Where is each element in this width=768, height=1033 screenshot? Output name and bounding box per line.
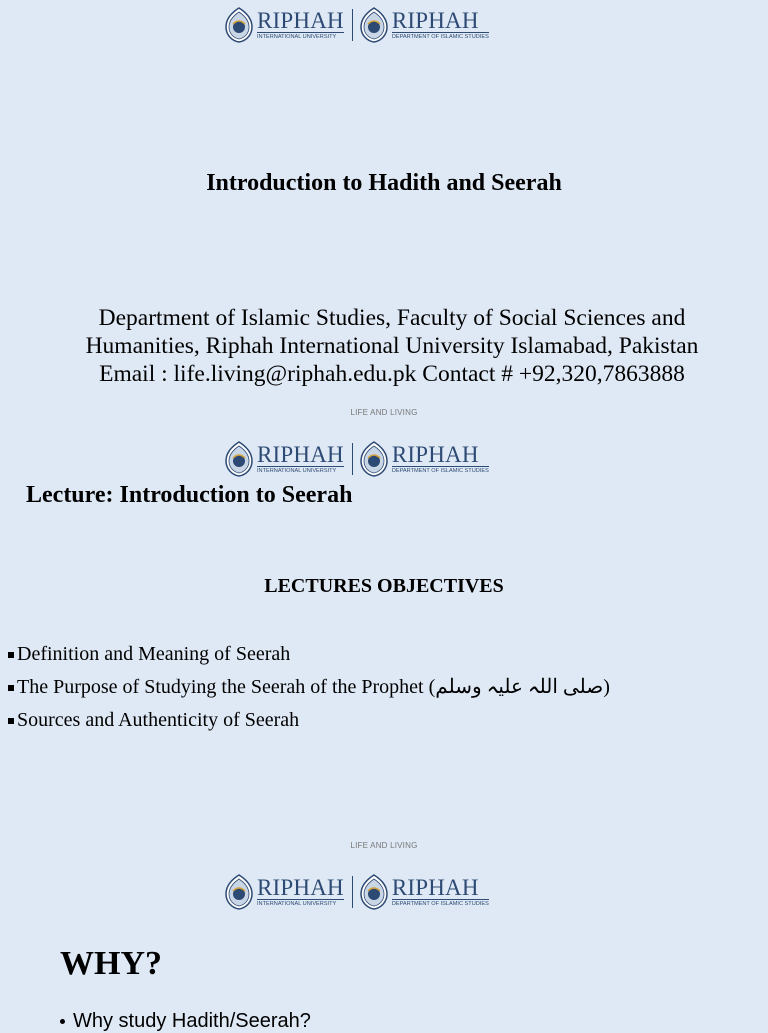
square-bullet-icon	[8, 685, 14, 691]
objective-text: Definition and Meaning of Seerah	[17, 643, 291, 665]
riphah-department-logo	[359, 440, 489, 478]
header-logo-bar	[224, 6, 504, 44]
logo-sub-department: DEPARTMENT OF ISLAMIC STUDIES	[391, 900, 489, 907]
header-logo-bar	[224, 873, 504, 911]
logo-divider	[352, 9, 353, 41]
why-list	[60, 1010, 311, 1033]
logo-brand: RIPHAH	[257, 441, 344, 467]
logo-brand: RIPHAH	[257, 7, 344, 33]
logo-divider	[352, 443, 353, 475]
why-item-text: Why study Hadith/Seerah?	[73, 1010, 311, 1032]
logo-brand: RIPHAH	[391, 441, 479, 467]
slide2-lecture-title: Lecture: Introduction to Seerah	[26, 482, 353, 508]
logo-brand: RIPHAH	[257, 874, 344, 900]
crest-icon	[224, 7, 254, 43]
riphah-university-logo	[224, 440, 344, 478]
slide1-footer: LIFE AND LIVING	[350, 408, 418, 417]
logo-sub-university: INTERNATIONAL UNIVERSITY	[257, 466, 344, 475]
crest-icon	[224, 874, 254, 910]
dept-line-2: Humanities, Riphah International University Islamabad, Pakistan	[85, 333, 699, 359]
square-bullet-icon	[8, 652, 14, 658]
riphah-university-logo	[224, 6, 344, 44]
slide1-department-info	[0, 304, 768, 388]
riphah-university-logo	[224, 873, 344, 911]
objectives-list	[6, 638, 610, 737]
slide2-footer: LIFE AND LIVING	[350, 841, 418, 850]
crest-icon	[359, 7, 389, 43]
bullet-dot-icon	[60, 1019, 65, 1024]
riphah-department-logo	[359, 6, 489, 44]
list-item	[6, 704, 610, 737]
list-item	[6, 638, 610, 671]
slide3-heading: WHY?	[60, 945, 162, 982]
logo-brand: RIPHAH	[391, 874, 479, 900]
logo-sub-university: INTERNATIONAL UNIVERSITY	[257, 32, 344, 41]
crest-icon	[224, 441, 254, 477]
header-logo-bar	[224, 440, 504, 478]
crest-icon	[359, 441, 389, 477]
slide1-title: Introduction to Hadith and Seerah	[206, 170, 562, 196]
logo-sub-university: INTERNATIONAL UNIVERSITY	[257, 899, 344, 908]
riphah-department-logo	[359, 873, 489, 911]
list-item	[6, 671, 610, 704]
list-item	[60, 1010, 311, 1033]
logo-divider	[352, 876, 353, 908]
objective-text: Sources and Authenticity of Seerah	[17, 709, 300, 731]
slide2-objectives-heading: LECTURES OBJECTIVES	[264, 575, 504, 597]
logo-sub-department: DEPARTMENT OF ISLAMIC STUDIES	[391, 467, 489, 474]
crest-icon	[359, 874, 389, 910]
dept-line-1: Department of Islamic Studies, Faculty of Social Sciences and	[98, 305, 686, 331]
objective-text: The Purpose of Studying the Seerah of the Prophet (صلی اللہ علیہ وسلم)	[17, 676, 610, 698]
logo-sub-department: DEPARTMENT OF ISLAMIC STUDIES	[391, 33, 489, 40]
dept-line-3: Email : life.living@riphah.edu.pk Contact # +92,320,7863888	[99, 361, 685, 387]
square-bullet-icon	[8, 718, 14, 724]
logo-brand: RIPHAH	[391, 7, 479, 33]
